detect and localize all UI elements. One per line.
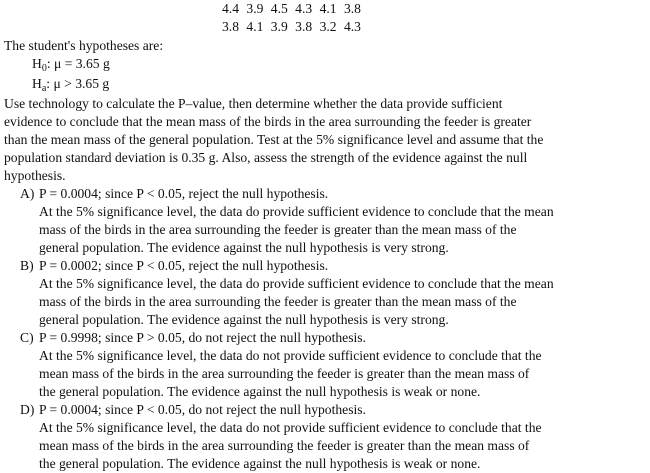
question-line-4: population standard deviation is 0.35 g. Also, assess the strength of the evidence against the null xyxy=(4,150,528,165)
option-b-decision: P = 0.0002; since P < 0.05, reject the null hypothesis. xyxy=(39,258,329,273)
option-c-line-3: the general population. The evidence against the null hypothesis is weak or none. xyxy=(39,384,481,399)
option-c-decision: P = 0.9998; since P > 0.05, do not reject the null hypothesis. xyxy=(39,330,366,345)
option-c-letter: C) xyxy=(20,330,34,345)
option-d-letter: D) xyxy=(20,402,35,417)
option-d-line-1: At the 5% significance level, the data do not provide sufficient evidence to conclude that the xyxy=(39,420,542,435)
hypotheses-intro: The student's hypotheses are: xyxy=(4,38,164,53)
alternative-hypothesis: $H_a$: μ > 3.65 g xyxy=(32,76,110,94)
question-line-5: hypothesis. xyxy=(4,168,66,183)
option-d-decision: P = 0.0004; since P < 0.05, do not reject the null hypothesis. xyxy=(39,402,366,417)
option-b-letter: B) xyxy=(20,258,34,273)
data-row-2: 3.8 4.1 3.9 3.8 3.2 4.3 xyxy=(222,19,361,34)
null-hypothesis: $H_0$: μ = 3.65 g xyxy=(32,56,110,74)
option-a-line-1: At the 5% significance level, the data do provide sufficient evidence to conclude that the mean xyxy=(39,204,554,219)
option-d-line-2: mean mass of the birds in the area surrounding the feeder is greater than the mean mass of xyxy=(39,438,530,453)
question-line-3: than the mean mass of the general population. Test at the 5% significance level and assume that the xyxy=(4,132,544,147)
option-b-line-1: At the 5% significance level, the data do provide sufficient evidence to conclude that the mean xyxy=(39,276,554,291)
option-d-line-3: the general population. The evidence against the null hypothesis is weak or none. xyxy=(39,456,481,471)
option-b-line-2: mass of the birds in the area surrounding the feeder is greater than the mean mass of the xyxy=(39,294,517,309)
option-a-decision: P = 0.0004; since P < 0.05, reject the null hypothesis. xyxy=(39,186,329,201)
option-c-line-1: At the 5% significance level, the data do not provide sufficient evidence to conclude that the xyxy=(39,348,542,363)
option-c-line-2: mean mass of the birds in the area surrounding the feeder is greater than the mean mass of xyxy=(39,366,530,381)
question-line-2: evidence to conclude that the mean mass of the birds in the area surrounding the feeder is greater xyxy=(4,114,532,129)
option-b-line-3: general population. The evidence against the null hypothesis is very strong. xyxy=(39,312,449,327)
data-row-1: 4.4 3.9 4.5 4.3 4.1 3.8 xyxy=(222,1,361,16)
question-line-1: Use technology to calculate the P–value, then determine whether the data provide sufficient xyxy=(4,96,503,111)
option-a-line-3: general population. The evidence against the null hypothesis is very strong. xyxy=(39,240,449,255)
option-a-letter: A) xyxy=(20,186,35,201)
option-a-line-2: mass of the birds in the area surrounding the feeder is greater than the mean mass of the xyxy=(39,222,517,237)
